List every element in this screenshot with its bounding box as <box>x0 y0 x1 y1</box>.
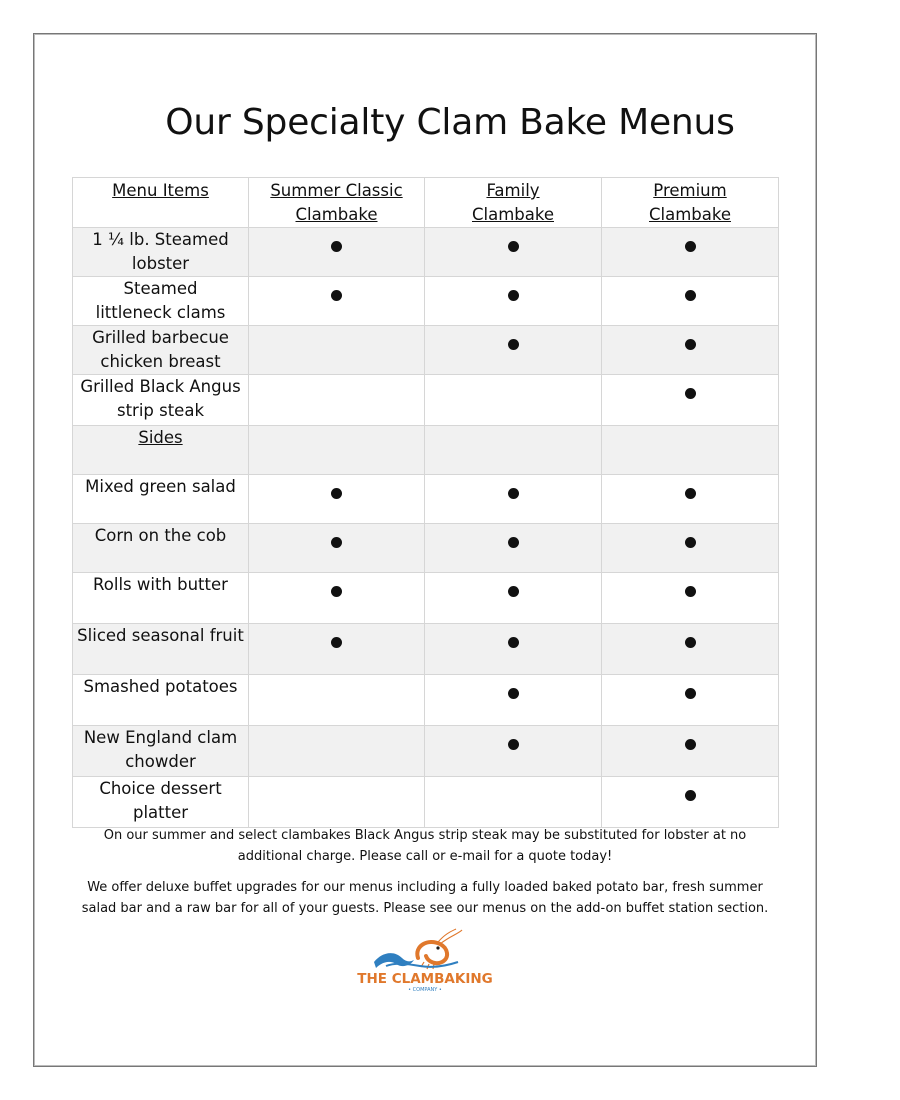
table-row <box>73 475 779 524</box>
inclusion-cell <box>602 573 779 624</box>
menu-item-cell <box>73 326 249 375</box>
inclusion-cell <box>425 573 602 624</box>
included-dot-icon <box>508 339 519 350</box>
table-row <box>73 277 779 326</box>
menu-item-line: Smashed potatoes <box>83 677 238 696</box>
section-label <box>73 426 249 475</box>
inclusion-cell <box>425 524 602 573</box>
menu-item-line: New England clam <box>83 728 238 747</box>
table-row <box>73 726 779 777</box>
included-dot-icon <box>685 388 696 399</box>
included-dot-icon <box>685 339 696 350</box>
inclusion-cell <box>602 675 779 726</box>
inclusion-cell <box>425 475 602 524</box>
column-header-line: Family <box>486 181 540 200</box>
included-dot-icon <box>331 586 342 597</box>
page-title: Our Specialty Clam Bake Menus <box>165 102 735 143</box>
menu-item-line: 1 ¼ lb. Steamed <box>92 230 229 249</box>
menu-item-line: platter <box>132 803 189 822</box>
table-row <box>73 375 779 426</box>
menu-item-line: Sides <box>138 428 183 447</box>
included-dot-icon <box>685 637 696 648</box>
menu-item-cell <box>73 675 249 726</box>
column-header <box>73 178 249 228</box>
inclusion-cell <box>602 426 779 475</box>
inclusion-cell <box>602 277 779 326</box>
included-dot-icon <box>331 488 342 499</box>
column-header-line: Clambake <box>472 205 554 224</box>
menu-item-line: Choice dessert <box>99 779 222 798</box>
section-row-sides <box>73 426 779 475</box>
menu-item-line: Grilled barbecue <box>92 328 229 347</box>
table-row <box>73 228 779 277</box>
header-row <box>73 178 779 228</box>
table-row <box>73 524 779 573</box>
menu-item-line: littleneck clams <box>95 303 226 322</box>
inclusion-cell <box>249 475 425 524</box>
inclusion-cell <box>425 326 602 375</box>
inclusion-cell <box>249 777 425 828</box>
column-header <box>602 178 779 228</box>
note-line: We offer deluxe buffet upgrades for our menus including a fully loaded baked potato bar, fresh summer <box>87 880 763 895</box>
column-header <box>249 178 425 228</box>
inclusion-cell <box>602 228 779 277</box>
inclusion-cell <box>602 326 779 375</box>
menu-item-cell <box>73 475 249 524</box>
included-dot-icon <box>685 586 696 597</box>
menu-item-cell <box>73 573 249 624</box>
inclusion-cell <box>249 675 425 726</box>
inclusion-cell <box>249 524 425 573</box>
included-dot-icon <box>508 290 519 301</box>
buffet-upgrade-note <box>80 877 770 919</box>
inclusion-cell <box>602 777 779 828</box>
inclusion-cell <box>602 624 779 675</box>
inclusion-cell <box>602 524 779 573</box>
inclusion-cell <box>249 277 425 326</box>
menu-item-cell <box>73 375 249 426</box>
inclusion-cell <box>425 375 602 426</box>
included-dot-icon <box>685 688 696 699</box>
inclusion-cell <box>249 573 425 624</box>
included-dot-icon <box>331 241 342 252</box>
logo-subtitle: • COMPANY • <box>408 987 442 993</box>
table-row <box>73 675 779 726</box>
shrimp-icon <box>417 942 447 963</box>
included-dot-icon <box>685 537 696 548</box>
menu-item-line: Mixed green salad <box>85 477 236 496</box>
included-dot-icon <box>331 290 342 301</box>
menu-item-cell <box>73 524 249 573</box>
column-header-line: Summer Classic <box>270 181 403 200</box>
column-header-line: Clambake <box>649 205 731 224</box>
menu-item-cell <box>73 277 249 326</box>
inclusion-cell <box>249 624 425 675</box>
inclusion-cell <box>602 726 779 777</box>
menu-item-line: Corn on the cob <box>94 526 227 545</box>
included-dot-icon <box>685 739 696 750</box>
included-dot-icon <box>331 537 342 548</box>
included-dot-icon <box>685 790 696 801</box>
menu-item-line: Sliced seasonal fruit <box>77 626 244 645</box>
included-dot-icon <box>685 241 696 252</box>
inclusion-cell <box>425 277 602 326</box>
menu-comparison-table <box>72 177 779 828</box>
menu-item-cell <box>73 726 249 777</box>
included-dot-icon <box>685 488 696 499</box>
included-dot-icon <box>508 537 519 548</box>
column-header-line: Menu Items <box>112 181 209 200</box>
inclusion-cell <box>249 726 425 777</box>
menu-item-line: chicken breast <box>100 352 221 371</box>
inclusion-cell <box>425 228 602 277</box>
substitution-note <box>80 825 770 867</box>
column-header-line: Clambake <box>295 205 378 224</box>
table-row <box>73 624 779 675</box>
inclusion-cell <box>249 375 425 426</box>
inclusion-cell <box>425 777 602 828</box>
wave-icon <box>374 953 414 968</box>
note-line: On our summer and select clambakes Black Angus strip steak may be substituted for lobster at no <box>103 828 747 843</box>
inclusion-cell <box>425 726 602 777</box>
included-dot-icon <box>508 488 519 499</box>
menu-item-line: Grilled Black Angus <box>80 377 241 396</box>
column-header-line: Premium <box>653 181 727 200</box>
column-header <box>425 178 602 228</box>
table-row <box>73 573 779 624</box>
inclusion-cell <box>249 228 425 277</box>
table-row <box>73 326 779 375</box>
note-line: additional charge. Please call or e-mail for a quote today! <box>237 849 613 864</box>
logo-wordmark: THE CLAMBAKING <box>357 971 493 987</box>
menu-item-line: lobster <box>131 254 190 273</box>
menu-item-line: Steamed <box>123 279 198 298</box>
inclusion-cell <box>602 375 779 426</box>
menu-item-cell <box>73 777 249 828</box>
inclusion-cell <box>425 624 602 675</box>
inclusion-cell <box>425 426 602 475</box>
included-dot-icon <box>508 688 519 699</box>
included-dot-icon <box>508 586 519 597</box>
included-dot-icon <box>508 739 519 750</box>
inclusion-cell <box>425 675 602 726</box>
included-dot-icon <box>685 290 696 301</box>
included-dot-icon <box>508 637 519 648</box>
menu-item-line: chowder <box>125 752 196 771</box>
note-line: salad bar and a raw bar for all of your guests. Please see our menus on the add-on buffet station section. <box>81 901 769 916</box>
inclusion-cell <box>249 326 425 375</box>
included-dot-icon <box>331 637 342 648</box>
table-row <box>73 777 779 828</box>
menu-item-line: Rolls with butter <box>93 575 228 594</box>
included-dot-icon <box>508 241 519 252</box>
menu-item-line: strip steak <box>116 401 205 420</box>
inclusion-cell <box>602 475 779 524</box>
menu-item-cell <box>73 228 249 277</box>
menu-item-cell <box>73 624 249 675</box>
inclusion-cell <box>249 426 425 475</box>
clambaking-company-logo <box>357 928 493 998</box>
